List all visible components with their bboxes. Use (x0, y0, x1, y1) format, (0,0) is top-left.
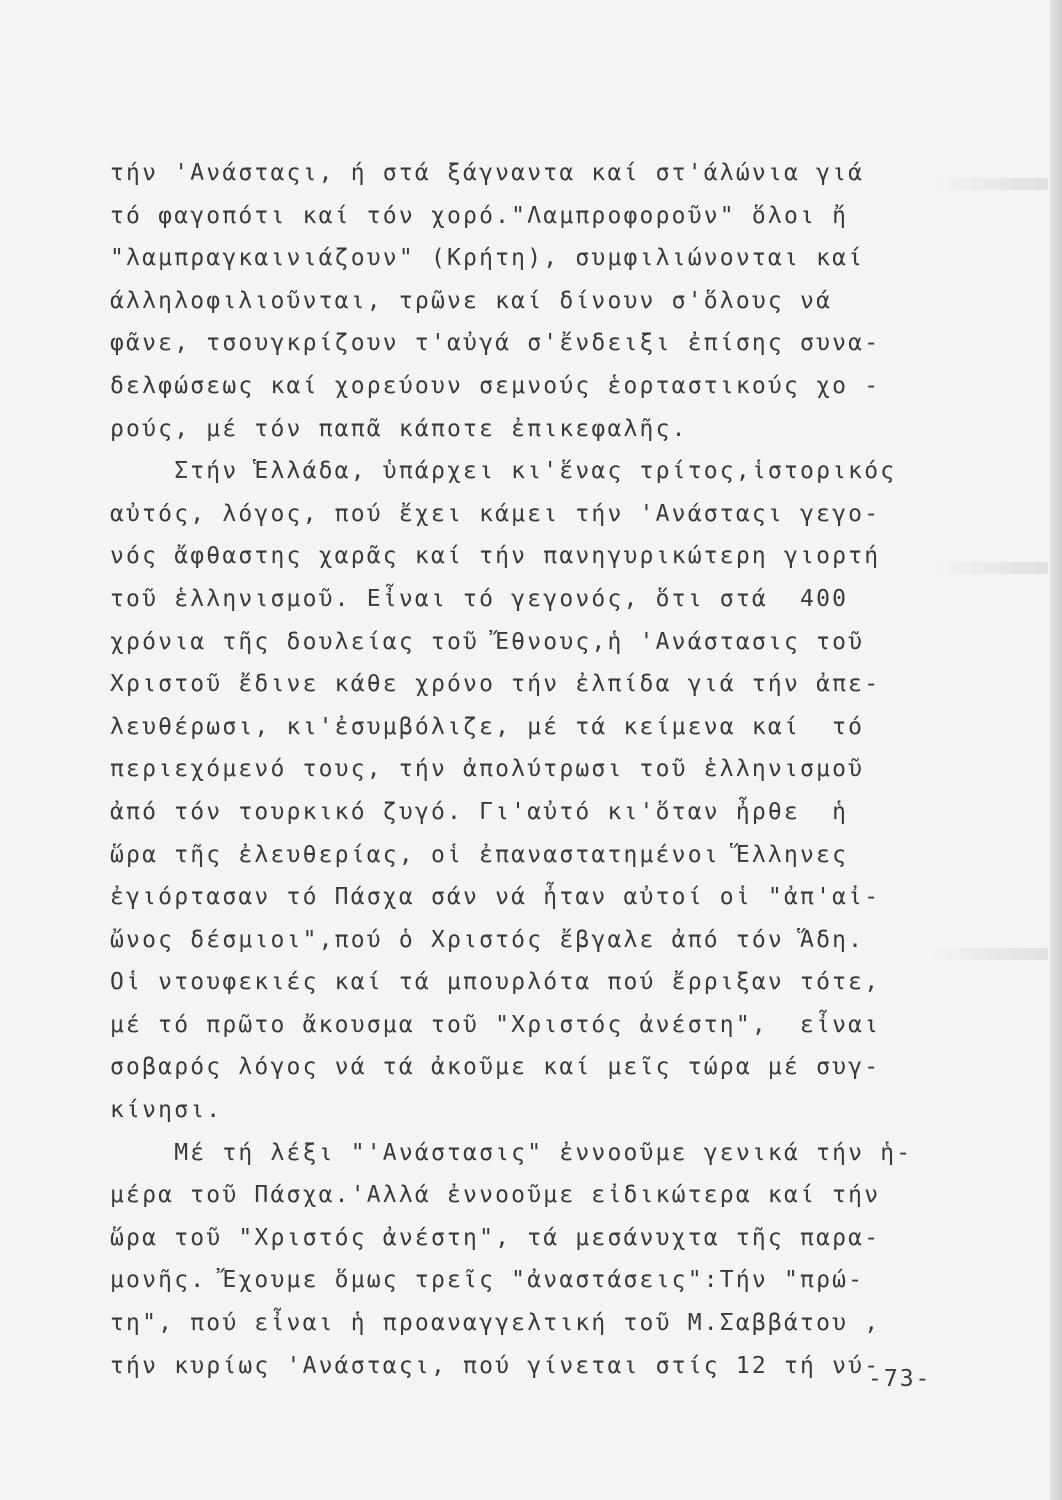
text-line: τη", πού εἶναι ἡ προαναγγελτική τοῦ Μ.Σαββάτου , (110, 1310, 881, 1337)
text-line: λευθέρωσι, κι'ἐσυμβόλιζε, μέ τά κείμενα καί τό (110, 713, 865, 740)
text-line: Μέ τή λέξι "'Ανάστασις" ἐννοοῦμε γενικά τήν ἡ- (110, 1139, 913, 1166)
text-line: νός ἄφθαστης χαρᾶς καί τήν πανηγυρικώτερη γιορτή (110, 543, 881, 570)
text-line: ὤνος δέσμιοι",πού ὁ Χριστός ἔβγαλε ἀπό τόν Ἅδη. (110, 926, 865, 953)
page-number: -73- (868, 1366, 932, 1392)
text-line: ἐγιόρτασαν τό Πάσχα σάν νά ἦταν αὐτοί οἱ "ἀπ'αἰ- (110, 884, 881, 911)
show-through-mark (928, 562, 1048, 574)
text-line: Οἱ ντουφεκιές καί τά μπουρλότα πού ἔρριξαν τότε, (110, 969, 881, 996)
text-line: χρόνια τῆς δουλείας τοῦ Ἔθνους,ἡ 'Ανάστασις τοῦ (110, 628, 865, 655)
show-through-mark (928, 178, 1048, 190)
text-line: τοῦ ἑλληνισμοῦ. Εἶναι τό γεγονός, ὅτι στά 400 (110, 585, 849, 612)
text-line: άλληλοφιλιοῦνται, τρῶνε καί δίνουν σ'ὅλους νά (110, 287, 833, 314)
text-line: Στήν Ἑλλάδα, ὑπάρχει κι'ἕνας τρίτος,ἱστορικός (110, 458, 897, 485)
text-line: τήν κυρίως 'Ανάσταςι, πού γίνεται στίς 12 τή νύ- (110, 1352, 881, 1379)
show-through-mark (928, 948, 1048, 960)
text-line: αὐτός, λόγος, πού ἔχει κάμει τήν 'Ανάσταςι γεγο- (110, 500, 881, 527)
text-line: μέ τό πρῶτο ἄκουσμα τοῦ "Χριστός ἀνέστη", εἶναι (110, 1011, 881, 1038)
body-text (110, 152, 940, 1387)
text-line: ὥρα τοῦ "Χριστός ἀνέστη", τά μεσάνυχτα τῆς παρα- (110, 1224, 881, 1251)
text-line: Χριστοῦ ἔδινε κάθε χρόνο τήν ἐλπίδα γιά τήν ἀπε- (110, 671, 881, 698)
text-line: ἀπό τόν τουρκικό ζυγό. Γι'αὐτό κι'ὅταν ἦρθε ἡ (110, 798, 849, 825)
text-line: μονῆς. Ἔχουμε ὅμως τρεῖς "ἀναστάσεις":Τήν "πρώ- (110, 1267, 865, 1294)
text-line: μέρα τοῦ Πάσχα.'Αλλά ἐννοοῦμε εἰδικώτερα καί τήν (110, 1182, 881, 1209)
text-line: ὥρα τῆς ἐλευθερίας, οἱ ἐπαναστατημένοι Ἕλληνες (110, 841, 849, 868)
text-line: τήν 'Ανάσταςι, ή στά ξάγναντα καί στ'άλώνια γιά (110, 160, 865, 186)
text-line: φᾶνε, τσουγκρίζουν τ'αὐγά σ'ἔνδειξι ἐπίσης συνα- (110, 330, 881, 357)
text-line: δελφώσεως καί χορεύουν σεμνούς ἑορταστικούς χο - (110, 372, 881, 399)
text-line: ρούς, μέ τόν παπᾶ κάποτε ἐπικεφαλῆς. (110, 415, 688, 442)
text-line: περιεχόμενό τους, τήν ἀπολύτρωσι τοῦ ἑλληνισμοῦ (110, 756, 865, 783)
text-line: κίνησι. (110, 1097, 223, 1124)
text-line: "λαμπραγκαινιάζουν" (Κρήτη), συμφιλιώνονται καί (110, 245, 865, 272)
page-edge-shadow (1050, 0, 1062, 1500)
text-line: σοβαρός λόγος νά τά ἀκοῦμε καί μεῖς τώρα μέ συγ- (110, 1054, 881, 1081)
text-line: τό φαγοπότι καί τόν χορό."Λαμπροφοροῦν" ὅλοι ἤ (110, 202, 849, 229)
